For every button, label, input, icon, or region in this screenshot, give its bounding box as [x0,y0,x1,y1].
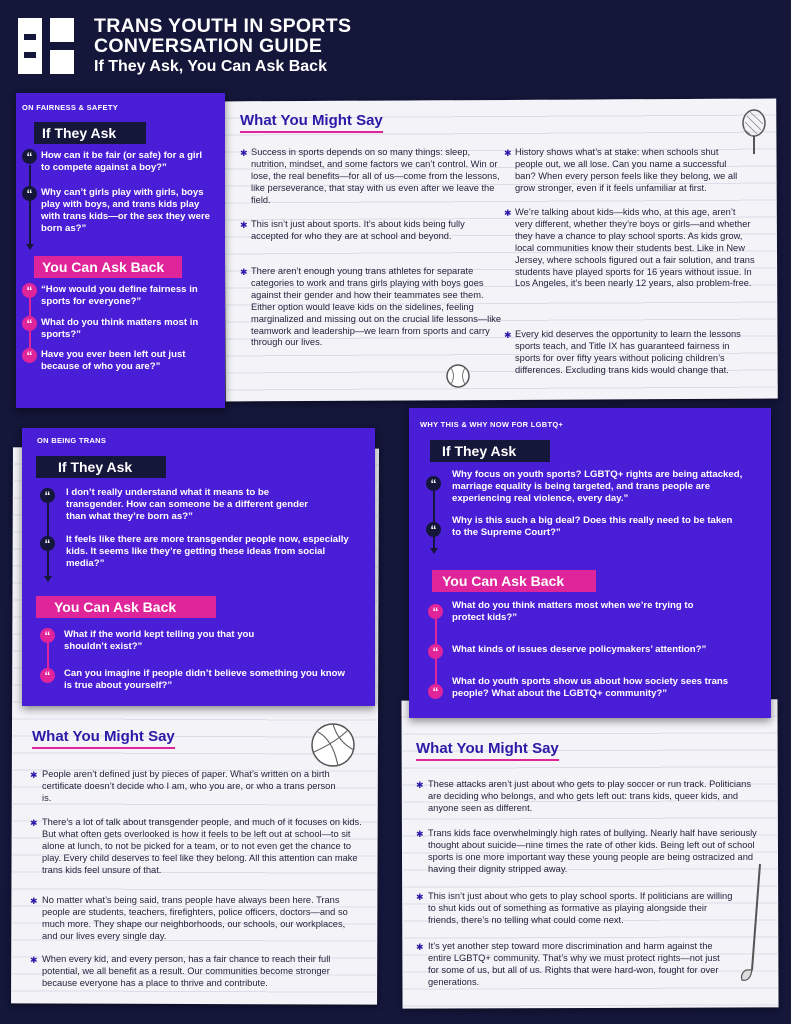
title-line-1: TRANS YOUTH IN SPORTS [94,15,352,37]
quote-icon: “ [428,684,443,699]
star-bullet-icon: ✱ [240,148,248,158]
quote-icon: “ [426,476,441,491]
star-bullet-icon: ✱ [416,829,424,839]
star-bullet-icon: ✱ [240,220,248,230]
quote-icon: “ [40,668,55,683]
why-now-ask-item: Why focus on youth sports? LGBTQ+ rights are being attacked, marriage equality is being targeted, and trans people are experiencing real violence, every day.” [452,469,743,504]
why-now-section-tag: WHY THIS & WHY NOW FOR LGBTQ+ [420,420,564,429]
being-trans-say-heading: What You Might Say [32,728,175,749]
being-trans-say-item: There’s a lot of talk about transgender people, and much of it focuses on kids. But what often gets overlooked is how it feels to be left out at school—to sit alone at lunch, to not be picked for a team, or to not even get the chance to play. Every child deserves to feel like they belong. All this attention can make trans kids feel unsure of that. [42,817,362,875]
title-line-2: CONVERSATION GUIDE [94,35,323,57]
fairness-ask-item: Why can’t girls play with girls, boys play with boys, and trans kids play with trans kids—or the sex they were born as?” [41,187,211,234]
star-bullet-icon: ✱ [416,780,424,790]
being-trans-say-item: No matter what’s being said, trans people have always been here. Trans people are students, teachers, firefighters, police officers, doctors—and so much more. They shape our neighborhoods, our schools, our workplaces, and our lives every single day. [42,895,348,941]
why-now-say-item: It’s yet another step toward more discrimination and harm against the entire LGBTQ+ community. That’s why we must protect rights—not just for some of us, but all of us. Rights that were hard-won, fought for over generations. [428,941,720,987]
connector-line [29,165,31,245]
being-trans-ask-item: I don’t really understand what it means to be transgender. How can someone be a different gender than what they’re born as?” [66,487,309,522]
star-bullet-icon: ✱ [30,955,38,965]
fairness-section-tag: ON FAIRNESS & SAFETY [22,103,119,112]
star-bullet-icon: ✱ [504,208,512,218]
fairness-say-item: History shows what’s at stake: when schools shut people out, we all lose. Can you name a successful ban? When every person feels like they belong, we all grow stronger, even if it feels unfamiliar at first. [515,147,738,193]
being-trans-say-item: When every kid, and every person, has a fair chance to reach their full potential, we all benefit as a result. Our communities become stronger because everyone has a place to thrive and contribute. [42,954,331,988]
star-bullet-icon: ✱ [416,892,424,902]
quote-icon: “ [22,283,37,298]
quote-icon: “ [22,316,37,331]
fairness-say-item: There aren’t enough young trans athletes for separate categories to work and trans girls playing with boys goes against their gender and how their teammates see them. Either option would leave kids on the sidelines, feeling marginalized and missing out on the crucial life lessons—like teamwork and leadership—we learn from sports and carry through our lives. [251,266,502,348]
arrow-down-icon [26,244,34,250]
quote-icon: “ [22,149,37,164]
quote-icon: “ [22,186,37,201]
page-title [94,16,351,56]
star-bullet-icon: ✱ [30,770,38,780]
star-bullet-icon: ✱ [240,267,248,277]
star-bullet-icon: ✱ [504,148,512,158]
fairness-back-item: What do you think matters most in sports?” [41,317,199,340]
fairness-say-item: Success in sports depends on so many things: sleep, nutrition, mindset, and some factors we can’t control. Win or lose, the real benefits—for all of us—come from the lessons, like perseverance, that stay with us even after we leave the field. [251,147,500,205]
why-now-ask-item: Why is this such a big deal? Does this really need to be taken to the Supreme Court?” [452,515,733,538]
fairness-back-label: You Can Ask Back [34,256,182,278]
being-trans-ask-item: It feels like there are more transgender people now, especially kids. It seems like they’re getting these ideas from social media?” [66,534,349,569]
arrow-down-icon [430,548,438,554]
why-now-back-item: What do you think matters most when we’re trying to protect kids?” [452,600,694,623]
why-now-back-item: What do youth sports show us about how society sees trans people? What about the LGBTQ+ community?” [452,676,729,699]
page-subtitle: If They Ask, You Can Ask Back [94,58,327,75]
volleyball-icon [308,720,358,770]
fairness-back-item: “How would you define fairness in sports for everyone?” [41,284,198,307]
quote-icon: “ [428,644,443,659]
quote-icon: “ [22,348,37,363]
star-bullet-icon: ✱ [30,818,38,828]
quote-icon: “ [428,604,443,619]
quote-icon: “ [426,522,441,537]
being-trans-back-item: Can you imagine if people didn’t believe something you know is true about yourself?” [64,668,345,691]
fairness-say-item: This isn’t just about sports. It’s about kids being fully accepted for who they are at school and beyond. [251,219,465,241]
fairness-ask-label: If They Ask [34,122,146,144]
quote-icon: “ [40,488,55,503]
why-now-back-label: You Can Ask Back [432,570,596,592]
star-bullet-icon: ✱ [504,330,512,340]
connector-line [47,643,49,671]
quote-icon: “ [40,536,55,551]
being-trans-ask-label: If They Ask [36,456,166,478]
why-now-say-item: Trans kids face overwhelmingly high rates of bullying. Nearly half have seriously thought about suicide—nine times the rate of other kids. Being left out of school sports is one more important way these young people are being ostracized and having their dignity stripped away. [428,828,757,874]
star-bullet-icon: ✱ [30,896,38,906]
fairness-back-item: Have you ever been left out just because of who you are?” [41,349,186,372]
being-trans-say-item: People aren’t defined just by pieces of paper. What’s written on a birth certificate doesn’t decide who I am, who you are, or who a trans person is. [42,769,336,803]
fairness-say-item: We’re talking about kids—kids who, at this age, aren’t very different, whether they’re boys or girls—and whether they have a chance to play school sports. As kids grow, local communities know their students best. Like in New Jersey, where schools figured out a fair solution, and trans students have played sports for 16 years without issue. In Los Angeles, it’s been nearly 12 years, also problem-free. [515,207,755,289]
why-now-say-item: These attacks aren’t just about who gets to play soccer or run track. Politicians are deciding who belongs, and who gets left out: trans kids, queer kids, and anyone seen as different. [428,779,751,813]
being-trans-section-tag: ON BEING TRANS [37,436,107,445]
star-bullet-icon: ✱ [416,942,424,952]
quote-icon: “ [40,628,55,643]
arrow-down-icon [44,576,52,582]
being-trans-back-item: What if the world kept telling you that you shouldn’t exist?” [64,629,255,652]
why-now-back-item: What kinds of issues deserve policymakers’ attention?” [452,644,707,655]
why-now-say-heading: What You Might Say [416,740,559,761]
golf-club-icon [738,862,768,986]
fairness-ask-item: How can it be fair (or safe) for a girl to compete against a boy?” [41,150,202,173]
fairness-say-item: Every kid deserves the opportunity to learn the lessons sports teach, and Title IX has guaranteed fairness in sports for over fifty years without policing children’s differences. Excluding trans kids would change that. [515,329,741,375]
connector-line [433,491,435,549]
logo-mark [18,18,74,74]
why-now-say-item: This isn’t just about who gets to play school sports. If politicians are willing to shut kids out of something as formative as playing alongside their friends, there’s no telling what could come next. [428,891,733,925]
being-trans-back-label: You Can Ask Back [36,596,216,618]
fairness-say-heading: What You Might Say [240,112,383,133]
why-now-ask-label: If They Ask [430,440,550,462]
baseball-icon [444,362,472,390]
